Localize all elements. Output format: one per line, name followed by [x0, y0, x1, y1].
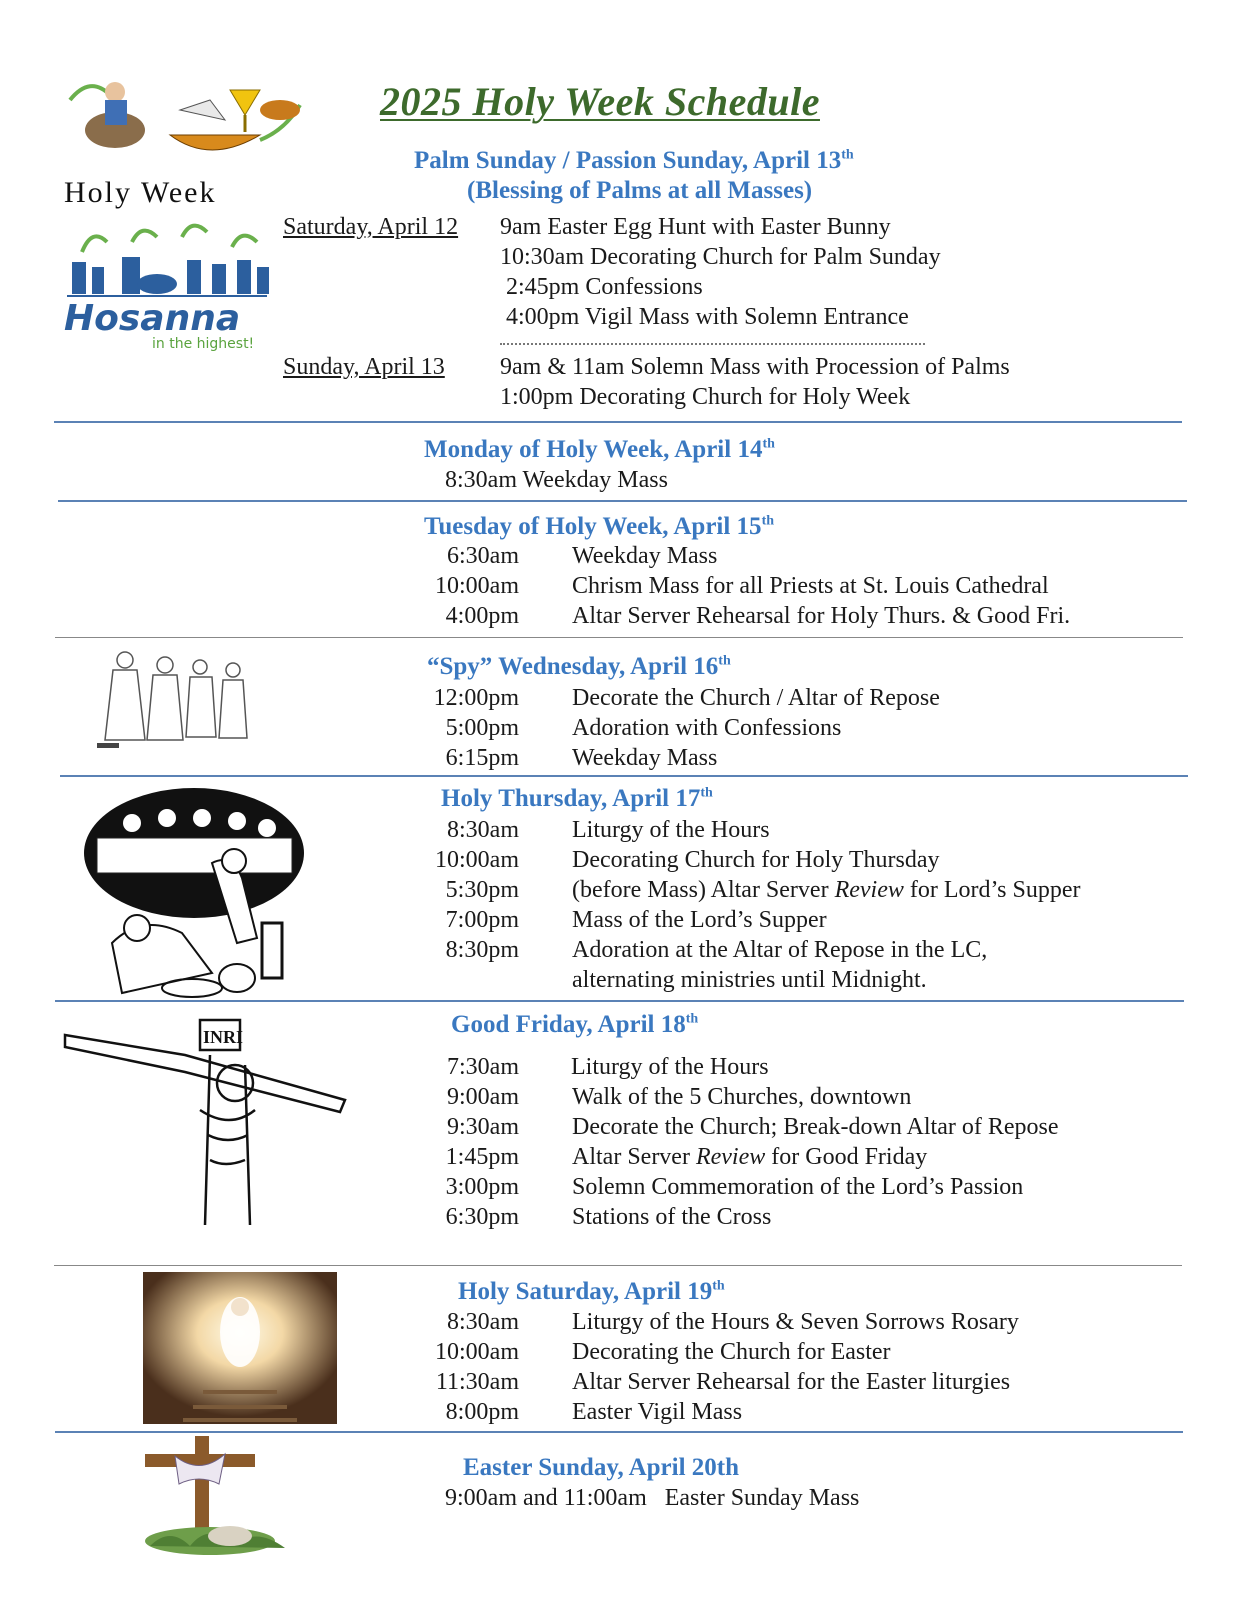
schedule-activity: Stations of the Cross	[572, 1204, 772, 1230]
schedule-activity: Solemn Commemoration of the Lord’s Passion	[572, 1174, 1024, 1200]
schedule-time: 8:30am	[447, 1309, 519, 1335]
palm-sat-item-1: 9am Easter Egg Hunt with Easter Bunny	[500, 214, 891, 240]
section-divider	[55, 1431, 1183, 1433]
last-supper-image	[82, 783, 307, 1005]
schedule-time: 8:30pm	[445, 937, 519, 963]
schedule-time: 10:00am	[435, 1339, 519, 1365]
saturday-april-12-label: Saturday, April 12	[283, 214, 459, 240]
section-divider	[54, 1265, 1182, 1266]
schedule-activity: alternating ministries until Midnight.	[572, 967, 927, 993]
empty-tomb-image	[143, 1272, 337, 1424]
easter-cross-image	[140, 1436, 330, 1556]
crucifix-sketch-image	[60, 1015, 350, 1227]
schedule-activity: Altar Server Rehearsal for Holy Thurs. & Good Fri.	[572, 603, 1071, 629]
schedule-time: 5:30pm	[445, 877, 519, 903]
disciples-sketch-image	[95, 645, 255, 750]
schedule-activity: Weekday Mass	[572, 745, 718, 771]
palm-sat-item-3: 2:45pm Confessions	[500, 274, 703, 300]
tuesday-heading: Tuesday of Holy Week, April 15th	[424, 513, 775, 540]
schedule-activity: Liturgy of the Hours & Seven Sorrows Rosary	[572, 1309, 1019, 1335]
schedule-time: 7:30am	[447, 1054, 519, 1080]
schedule-activity: Liturgy of the Hours	[572, 817, 770, 843]
good-friday-heading: Good Friday, April 18th	[451, 1011, 699, 1038]
monday-heading: Monday of Holy Week, April 14th	[424, 436, 775, 463]
schedule-time: 6:30am	[447, 543, 519, 569]
section-divider	[55, 1000, 1184, 1002]
palm-sat-item-2: 10:30am Decorating Church for Palm Sunday	[500, 244, 941, 270]
holy-week-text: Holy Week	[64, 176, 217, 209]
inri-text: INRI	[203, 1027, 244, 1047]
schedule-time: 1:45pm	[445, 1144, 519, 1170]
holy-week-logo	[60, 70, 320, 210]
schedule-time: 9:00am	[447, 1084, 519, 1110]
schedule-time: 4:00pm	[445, 603, 519, 629]
wednesday-heading: “Spy” Wednesday, April 16th	[427, 653, 731, 680]
schedule-time: 10:00am	[435, 847, 519, 873]
schedule-activity: Decorating the Church for Easter	[572, 1339, 891, 1365]
schedule-activity: Altar Server Rehearsal for the Easter liturgies	[572, 1369, 1011, 1395]
schedule-time: 6:15pm	[445, 745, 519, 771]
schedule-time: 6:30pm	[445, 1204, 519, 1230]
easter-sunday-heading: Easter Sunday, April 20th	[463, 1454, 740, 1481]
schedule-activity: Liturgy of the Hours	[571, 1054, 769, 1080]
hosanna-subtext: in the highest!	[152, 336, 255, 352]
schedule-time: 8:30am	[447, 817, 519, 843]
schedule-activity: Decorate the Church; Break-down Altar of Repose	[572, 1114, 1059, 1140]
section-divider	[55, 637, 1183, 638]
page-title: 2025 Holy Week Schedule	[380, 79, 820, 124]
section-divider	[58, 500, 1187, 502]
schedule-time: 9:30am	[447, 1114, 519, 1140]
hosanna-logo	[62, 222, 277, 352]
schedule-activity: Chrism Mass for all Priests at St. Louis Cathedral	[572, 573, 1049, 599]
thursday-heading: Holy Thursday, April 17th	[441, 785, 713, 812]
palm-sat-item-4: 4:00pm Vigil Mass with Solemn Entrance	[500, 304, 909, 330]
schedule-activity: Easter Vigil Mass	[572, 1399, 743, 1425]
section-divider	[54, 421, 1182, 423]
schedule-activity: Mass of the Lord’s Supper	[572, 907, 827, 933]
hosanna-text: Hosanna	[64, 298, 241, 339]
schedule-time: 8:00pm	[445, 1399, 519, 1425]
sunday-april-13-label: Sunday, April 13	[283, 354, 445, 380]
palm-sunday-heading: Palm Sunday / Passion Sunday, April 13th	[414, 147, 854, 174]
schedule-time: 10:00am	[435, 573, 519, 599]
easter-item: 9:00am and 11:00am Easter Sunday Mass	[445, 1485, 860, 1511]
schedule-activity: Adoration at the Altar of Repose in the LC,	[572, 937, 988, 963]
palm-sun-item-1: 9am & 11am Solemn Mass with Procession of Palms	[500, 354, 1010, 380]
monday-item: 8:30am Weekday Mass	[445, 467, 668, 493]
schedule-activity: Decorating Church for Holy Thursday	[572, 847, 940, 873]
schedule-activity: Altar Server Review for Good Friday	[572, 1144, 928, 1170]
schedule-activity: Decorate the Church / Altar of Repose	[572, 685, 940, 711]
section-divider	[60, 775, 1188, 777]
schedule-time: 5:00pm	[445, 715, 519, 741]
schedule-activity: Weekday Mass	[572, 543, 718, 569]
schedule-activity: (before Mass) Altar Server Review for Lord’s Supper	[572, 877, 1081, 903]
palm-sunday-subheading: (Blessing of Palms at all Masses)	[467, 177, 813, 204]
holy-saturday-heading: Holy Saturday, April 19th	[458, 1278, 725, 1305]
schedule-activity: Walk of the 5 Churches, downtown	[572, 1084, 912, 1110]
schedule-time: 7:00pm	[445, 907, 519, 933]
schedule-activity: Adoration with Confessions	[572, 715, 842, 741]
schedule-time: 11:30am	[435, 1369, 519, 1395]
schedule-time: 12:00pm	[433, 685, 519, 711]
dotted-separator	[500, 343, 925, 345]
schedule-time: 3:00pm	[445, 1174, 519, 1200]
palm-sun-item-2: 1:00pm Decorating Church for Holy Week	[500, 384, 911, 410]
